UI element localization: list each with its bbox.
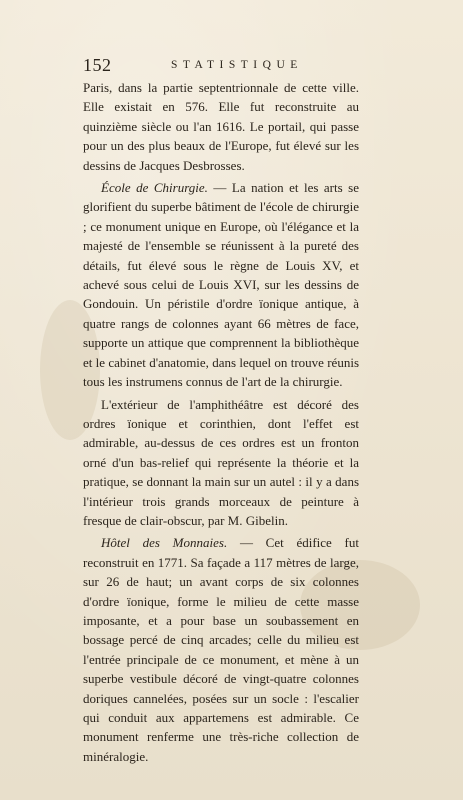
body-text <box>83 78 359 766</box>
paragraph <box>83 178 359 391</box>
page-header <box>83 55 358 77</box>
paragraph-text: Paris, dans la partie septentrionnale de cette ville. Elle existait en 576. Elle fut reconstruite au quinzième siècle ou l'an 1616. Le portail, qui passe pour un des plus beaux de l'Europe, fut élevé sur les dessins de Jacques Desbrosses. <box>83 80 359 173</box>
running-head: STATISTIQUE <box>171 59 303 71</box>
paragraph-text: — Cet édifice fut reconstruit en 1771. Sa façade a 117 mètres de large, sur 26 de haut; un avant corps de six colonnes d'ordre ïonique, forme le milieu de cette masse imposante, et a pour base un soubassement en bossage percé de cinq arcades; celle du milieu est l'entrée principale de ce monument, et mène à un superbe vestibule décoré de vingt-quatre colonnes doriques cannelées, posées sur un socle : l'escalier qui conduit aux appartemens est admirable. Ce monument renferme une très-riche collection de minéralogie. <box>83 535 359 764</box>
paragraph <box>83 533 359 766</box>
paragraph-text: — La nation et les arts se glorifient du superbe bâtiment de l'école de chirurgie ; ce monument unique en Europe, où l'élégance et la majesté de l'ensemble se réunissent à la pureté des détails, fut élevé sous le règne de Louis XV, et achevé sous celui de Louis XVI, sur les dessins de Gondouin. Un péristile d'ordre ïonique antique, à quatre rangs de colonnes ayant 66 mètres de face, supporte un attique que comprennent la bibliothèque et le cabinet d'anatomie, dans lequel on trouve réunis tous les instrumens connus de l'art de la chirurgie. <box>83 180 359 390</box>
paragraph <box>83 395 359 531</box>
section-heading: École de Chirurgie. <box>101 180 208 196</box>
section-heading: Hôtel des Monnaies. <box>101 535 228 551</box>
paragraph <box>83 78 359 175</box>
page-number: 152 <box>83 55 112 75</box>
paragraph-text: L'extérieur de l'amphithéâtre est décoré des ordres ïonique et corinthien, dont l'effet est admirable, au-dessus de ces ordres est un fronton orné d'un bas-relief qui représente la théorie et la pratique, se donnant la main sur un autel : il y a dans l'intérieur trois grands morceaux de peinture à fresque de clair-obscur, par M. Gibelin. <box>83 396 359 528</box>
